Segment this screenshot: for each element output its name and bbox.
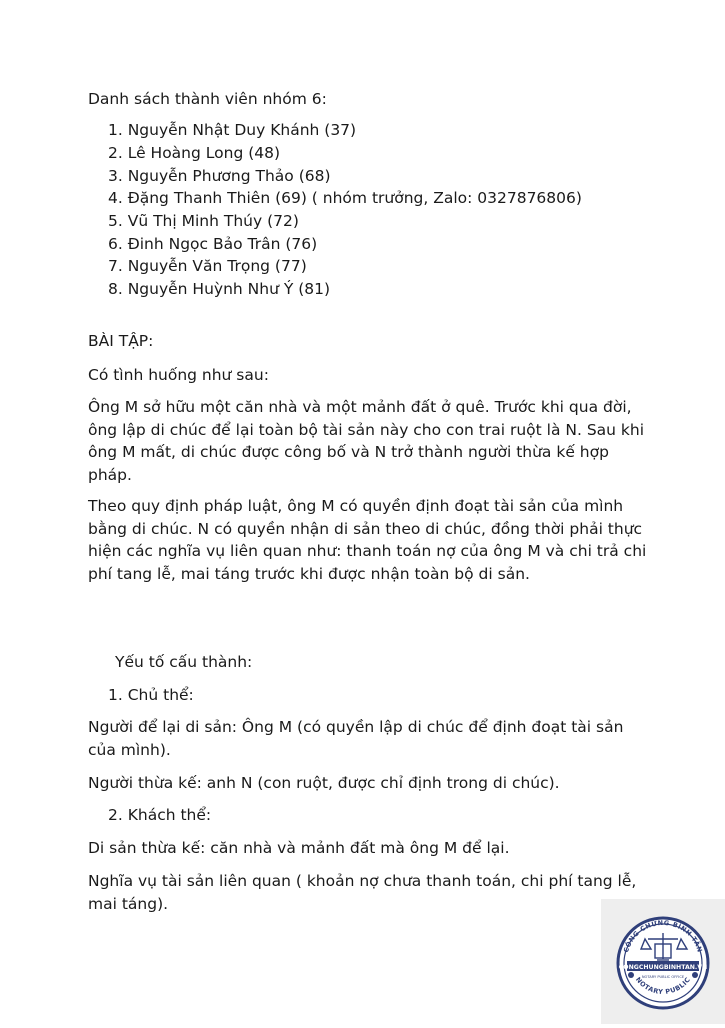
notary-logo-corner	[601, 899, 725, 1024]
member-item: 4. Đặng Thanh Thiên (69) ( nhóm trưởng, Zalo: 0327876806)	[108, 189, 582, 207]
members-heading: Danh sách thành viên nhóm 6:	[88, 90, 327, 108]
notary-seal-logo	[601, 899, 725, 1024]
seal-website-text: CONGCHUNGBINHTAN.VN	[618, 964, 708, 971]
member-item: 6. Đinh Ngọc Bảo Trân (76)	[108, 235, 318, 253]
situation-paragraph-2: Theo quy định pháp luật, ông M có quyền định đoạt tài sản của mình bằng di chúc. N có quyền nhận di sản theo di chúc, đồng thời phải thực hiện các nghĩa vụ liên quan như: thanh toán nợ của ông M và chi trả chi phí tang lễ, mai táng trước khi được nhận toàn bộ di sản.	[88, 497, 647, 583]
seal-top-text: CÔNG CHỨNG BÌNH TÂN	[622, 918, 704, 954]
situation-intro: Có tình huống như sau:	[88, 366, 269, 384]
member-item: 7. Nguyễn Văn Trọng (77)	[108, 257, 307, 275]
seal-star-left-icon	[628, 972, 634, 978]
object-paragraph-1: Di sản thừa kế: căn nhà và mảnh đất mà ông M để lại.	[88, 839, 510, 857]
seal-tagline-text: NOTARY PUBLIC OFFICE	[641, 975, 685, 979]
member-item: 2. Lê Hoàng Long (48)	[108, 144, 281, 162]
situation-paragraph-1: Ông M sở hữu một căn nhà và một mảnh đất ở quê. Trước khi qua đời, ông lập di chúc để lại toàn bộ tài sản này cho con trai ruột là N. Sau khi ông M mất, di chúc được công bố và N trở thành người thừa kế hợp pháp.	[88, 398, 645, 484]
member-item: 3. Nguyễn Phương Thảo (68)	[108, 167, 331, 185]
member-item: 1. Nguyễn Nhật Duy Khánh (37)	[108, 121, 357, 139]
member-item: 8. Nguyễn Huỳnh Như Ý (81)	[108, 280, 331, 298]
seal-bottom-text: NOTARY PUBLIC	[633, 975, 693, 997]
subject-paragraph-1: Người để lại di sản: Ông M (có quyền lập di chúc để định đoạt tài sản của mình).	[88, 718, 624, 759]
member-item: 5. Vũ Thị Minh Thúy (72)	[108, 212, 299, 230]
elements-heading: Yếu tố cấu thành:	[115, 653, 253, 671]
object-paragraph-2: Nghĩa vụ tài sản liên quan ( khoản nợ chưa thanh toán, chi phí tang lễ, mai táng).	[88, 872, 637, 913]
seal-star-right-icon	[692, 972, 698, 978]
subject-heading: 1. Chủ thể:	[108, 686, 194, 704]
exercise-heading: BÀI TẬP:	[88, 332, 154, 350]
object-heading: 2. Khách thể:	[108, 806, 212, 824]
subject-paragraph-2: Người thừa kế: anh N (con ruột, được chỉ định trong di chúc).	[88, 774, 560, 792]
